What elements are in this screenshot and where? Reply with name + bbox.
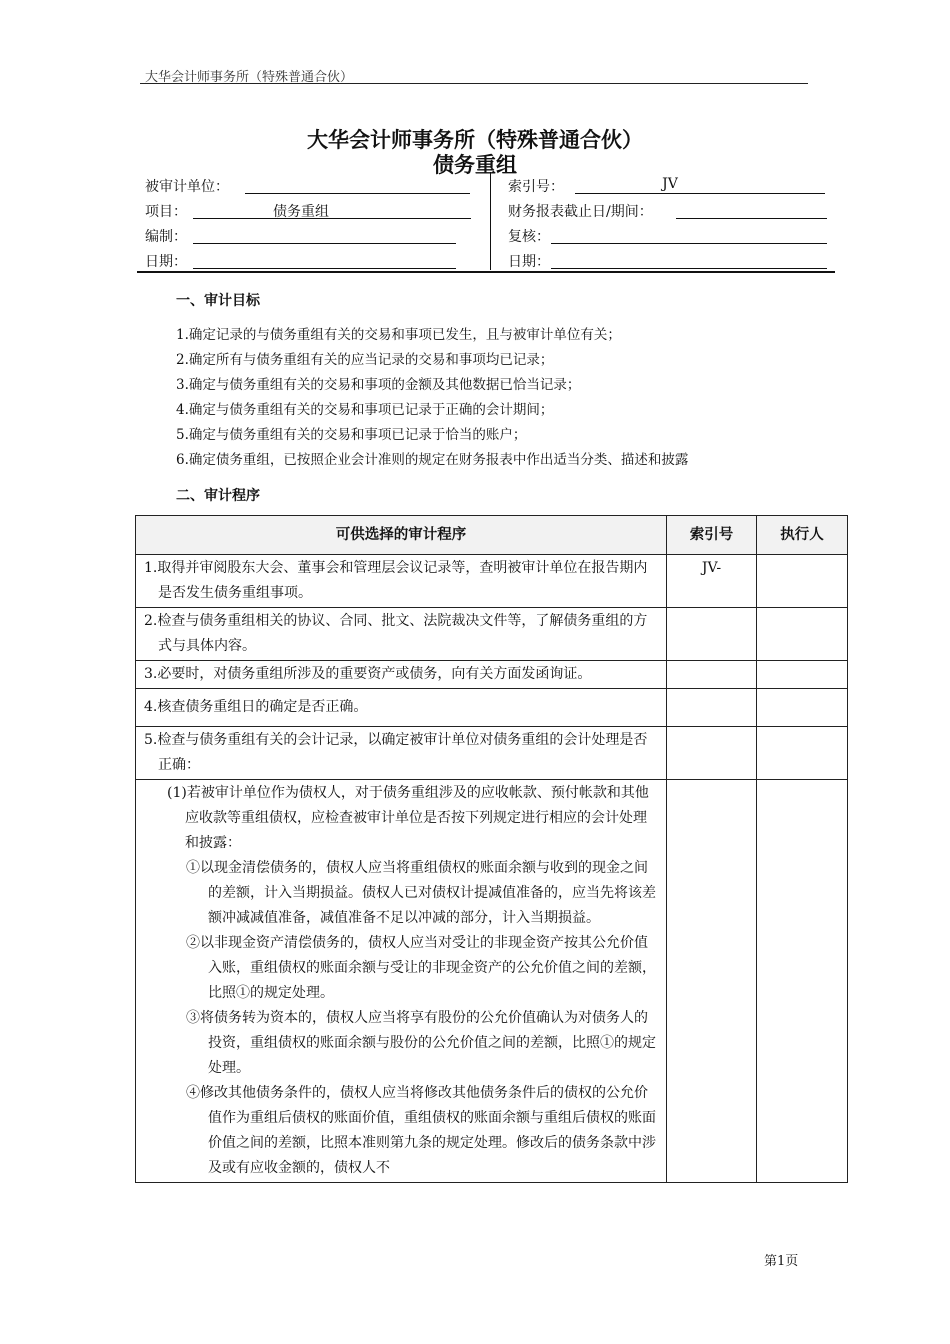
meta-divider (490, 172, 491, 270)
document-subtitle: 债务重组 (433, 153, 517, 177)
creditor-intro: (1)若被审计单位作为债权人，对于债务重组涉及的应收帐款、预付帐款和其他应收款等重组债权，应检查被审计单位是否按下列规定进行相应的会计处理和披露： (167, 785, 649, 851)
table-row (136, 727, 848, 780)
preparer-line (193, 243, 456, 244)
reviewer-line (551, 243, 827, 244)
procedure-index (667, 727, 757, 780)
document-title: 大华会计师事务所（特殊普通合伙） (307, 128, 643, 152)
procedure-text: 1.取得并审阅股东大会、董事会和管理层会议记录等，查明被审计单位在报告期内是否发生债务重组事项。 (136, 555, 667, 608)
date-label: 日期： (145, 254, 187, 270)
period-label: 财务报表截止日/期间： (508, 204, 653, 220)
index-value: JV (662, 176, 678, 192)
period-line (676, 218, 827, 219)
procedure-index (667, 661, 757, 689)
reviewer-label: 复核： (508, 229, 550, 245)
index-label: 索引号： (508, 179, 564, 195)
table-row (136, 689, 848, 727)
procedure-executor (757, 727, 848, 780)
procedure-executor (757, 661, 848, 689)
procedure-text: 5.检查与债务重组有关的会计记录，以确定被审计单位对债务重组的会计处理是否正确： (136, 727, 667, 780)
procedure-index (667, 689, 757, 727)
objective-item: 1.确定记录的与债务重组有关的交易和事项已发生，且与被审计单位有关； (176, 327, 621, 343)
procedure-executor (757, 780, 848, 1183)
table-row (136, 661, 848, 689)
column-header-index: 索引号 (667, 516, 757, 555)
procedure-index: JV- (667, 555, 757, 608)
table-row (136, 555, 848, 608)
procedures-heading: 二、审计程序 (176, 488, 260, 504)
procedure-text: 3.必要时，对债务重组所涉及的重要资产或债务，向有关方面发函询证。 (136, 661, 667, 689)
table-row (136, 608, 848, 661)
project-label: 项目： (145, 204, 187, 220)
page-number: 第1页 (764, 1254, 799, 1269)
preparer-label: 编制： (145, 229, 187, 245)
objective-item: 3.确定与债务重组有关的交易和事项的金额及其他数据已恰当记录； (176, 377, 581, 393)
objective-item: 6.确定债务重组，已按照企业会计准则的规定在财务报表中作出适当分类、描述和披露 (176, 452, 689, 468)
subitem-noncash: ②以非现金资产清偿债务的，债权人应当对受让的非现金资产按其公允价值入账，重组债权的账面余额与受让的非现金资产的公允价值之间的差额，比照①的规定处理。 (186, 935, 656, 1001)
audited-unit-line (245, 193, 470, 194)
index-line (575, 193, 825, 194)
procedure-subitems (136, 780, 667, 1183)
objective-item: 4.确定与债务重组有关的交易和事项已记录于正确的会计期间； (176, 402, 554, 418)
procedure-executor (757, 689, 848, 727)
running-header: 大华会计师事务所（特殊普通合伙） (145, 70, 354, 85)
procedure-index (667, 780, 757, 1183)
objective-item: 2.确定所有与债务重组有关的应当记录的交易和事项均已记录； (176, 352, 554, 368)
date-line (193, 268, 456, 269)
procedure-index (667, 608, 757, 661)
table-row (136, 780, 848, 1183)
procedure-executor (757, 608, 848, 661)
procedures-table (135, 515, 848, 1183)
date2-line (551, 268, 827, 269)
header-rule (140, 83, 808, 84)
procedure-text: 4.核查债务重组日的确定是否正确。 (136, 689, 667, 727)
objective-item: 5.确定与债务重组有关的交易和事项已记录于恰当的账户； (176, 427, 527, 443)
meta-bottom-rule (137, 271, 835, 273)
subitem-cash: ①以现金清偿债务的，债权人应当将重组债权的账面余额与收到的现金之间的差额，计入当期损益。债权人已对债权计提减值准备的，应当先将该差额冲减减值准备，减值准备不足以冲减的部分，计入当期损益。 (186, 860, 656, 926)
procedure-executor (757, 555, 848, 608)
table-header-row (136, 516, 848, 555)
subitem-modify-terms: ④修改其他债务条件的，债权人应当将修改其他债务条件后的债权的公允价值作为重组后债权的账面价值，重组债权的账面余额与重组后债权的账面价值之间的差额，比照本准则第九条的规定处理。修改后的债务条款中涉及或有应收金额的，债权人不 (186, 1085, 656, 1176)
audited-unit-label: 被审计单位： (145, 179, 229, 195)
project-value: 债务重组 (273, 204, 329, 220)
subitem-equity: ③将债务转为资本的，债权人应当将享有股份的公允价值确认为对债务人的投资，重组债权的账面余额与股份的公允价值之间的差额，比照①的规定处理。 (186, 1010, 656, 1076)
objectives-heading: 一、审计目标 (176, 293, 260, 309)
date2-label: 日期： (508, 254, 550, 270)
procedure-text: 2.检查与债务重组相关的协议、合同、批文、法院裁决文件等，了解债务重组的方式与具体内容。 (136, 608, 667, 661)
column-header-procedure: 可供选择的审计程序 (136, 516, 667, 555)
column-header-executor: 执行人 (757, 516, 848, 555)
